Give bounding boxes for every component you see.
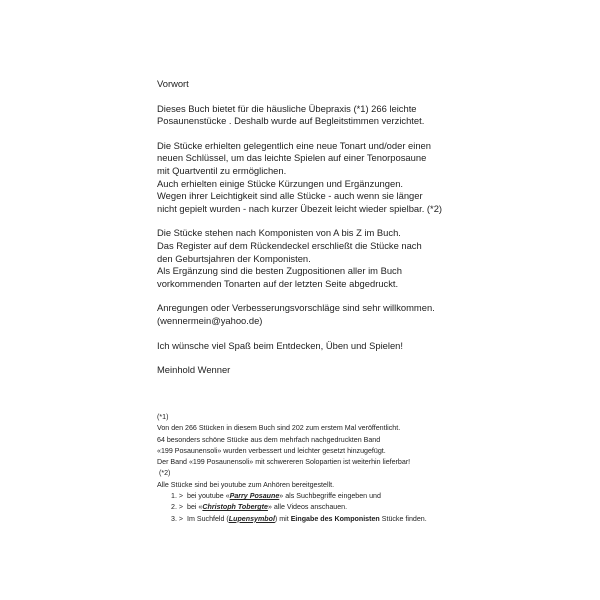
text-line: den Geburtsjahren der Komponisten. — [157, 252, 311, 264]
page-title: Vorwort — [157, 78, 189, 89]
text-line: Auch erhielten einige Stücke Kürzungen und Ergänzungen. — [157, 177, 404, 189]
footnote-line: Alle Stücke sind bei youtube zum Anhören bereitgestellt. — [157, 480, 335, 489]
text-line: Posaunenstücke . Deshalb wurde auf Begleitstimmen verzichtet. — [157, 115, 425, 127]
footnote-1-marker: (*1) — [157, 413, 169, 421]
text-line: nicht gepielt wurden - nach kurzer Übezeit leicht wieder spielbar. (*2) — [157, 202, 443, 214]
paragraph-order — [157, 227, 577, 290]
author-signature: Meinhold Wenner — [157, 364, 231, 376]
paragraph-wish — [157, 340, 577, 353]
paragraph-changes — [157, 140, 577, 216]
list-item: 3. > Im Suchfeld (Lupensymbol) mit Eingabe des Komponisten Stücke finden. — [171, 514, 427, 523]
lupensymbol-term: Lupensymbol — [228, 514, 275, 523]
preface-body — [157, 78, 577, 377]
footnote-line: «199 Posaunensoli» wurden verbessert und leichter gesetzt hinzugefügt. — [157, 446, 386, 455]
text-line: Die Stücke stehen nach Komponisten von A bis Z im Buch. — [157, 227, 401, 239]
text-line: mit Quartventil zu ermöglichen. — [157, 164, 287, 176]
email-text: (wennermein@yahoo.de) — [157, 314, 263, 326]
footnote-2-marker: (*2) — [157, 469, 171, 478]
text-line: Als Ergänzung sind die besten Zugpositionen aller im Buch — [157, 265, 402, 277]
text-line: Anregungen oder Verbesserungsvorschläge sind sehr willkommen. — [157, 302, 435, 314]
text-line: neuen Schlüssel, um das leichte Spielen auf einer Tenorposaune — [157, 152, 427, 164]
text-line: Ich wünsche viel Spaß beim Entdecken, Üben und Spielen! — [157, 339, 403, 351]
paragraph-feedback — [157, 302, 577, 327]
footnote-line: 64 besonders schöne Stücke aus dem mehrfach nachgedruckten Band — [157, 435, 381, 444]
text-line: Wegen ihrer Leichtigkeit sind alle Stücke - auch wenn sie länger — [157, 190, 423, 202]
footnotes — [157, 412, 577, 525]
search-term-parry-posaune: Parry Posaune — [229, 492, 280, 501]
paragraph-intro — [157, 103, 577, 128]
text-line: Dieses Buch bietet für die häusliche Übepraxis (*1) 266 leichte — [157, 102, 417, 114]
text-line: Die Stücke erhielten gelegentlich eine neue Tonart und/oder einen — [157, 139, 431, 151]
youtube-steps-list — [157, 491, 577, 525]
text-line: vorkommenden Tonarten auf der letzten Seite abgedruckt. — [157, 277, 399, 289]
footnote-line: Der Band «199 Posaunensoli» mit schwereren Solopartien ist weiterhin lieferbar! — [157, 458, 411, 467]
composer-entry-term: Eingabe des Komponisten — [290, 514, 380, 523]
channel-name-christoph-tobergte: Christoph Tobergte — [202, 503, 268, 512]
text-line: Das Register auf dem Rückendeckel erschließt die Stücke nach — [157, 239, 422, 251]
list-item: 2. > bei «Christoph Tobergte» alle Videos anschauen. — [171, 503, 348, 512]
footnote-line: Von den 266 Stücken in diesem Buch sind 202 zum erstem Mal veröffentlicht. — [157, 424, 401, 433]
list-item: 1. > bei youtube «Parry Posaune» als Suchbegriffe eingeben und — [171, 492, 381, 501]
